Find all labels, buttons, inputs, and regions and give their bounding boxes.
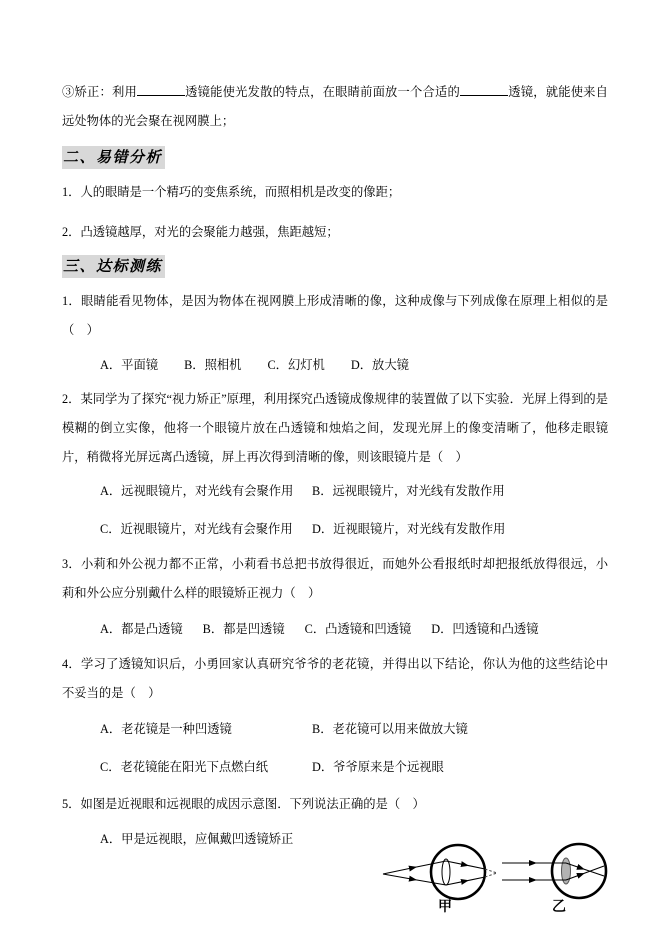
q3-option-c: C．凸透镜和凹透镜 [304,622,412,636]
question-1-stem: 1．眼睛能看见物体，是因为物体在视网膜上形成清晰的像，这种成像与下列成像在原理上相似的是（ ） [62,294,608,337]
light-ray [383,874,446,885]
fill-in-blank-2 [460,83,508,96]
question-3-stem: 3．小莉和外公视力都不正常，小莉看书总把书放得很近，而她外公看报纸时却把报纸放得很远，小莉和外公应分别戴什么样的眼镜矫正视力（ ） [62,557,608,600]
dashed-ray-extension [485,869,497,873]
section-practice-test [62,255,608,278]
light-ray [446,877,485,885]
q4-option-d: D．爷爷原来是个远视眼 [312,760,444,774]
light-ray [566,863,604,876]
section-error-analysis [62,146,608,169]
q4-option-c: C．老花镜能在阳光下点燃白纸 [100,760,269,774]
question-5-stem: 5．如图是近视眼和远视眼的成因示意图．下列说法正确的是（ ） [62,797,425,811]
q1-option-b: B．照相机 [184,358,242,372]
intro-text-2: 透镜能使光发散的特点，在眼睛前面放一个合适的 [184,85,461,99]
question-1-options [100,351,608,380]
question-2-stem: 2．某同学为了探究“视力矫正”原理，利用探究凸透镜成像规律的装置做了以下实验．光屏上得到的是模糊的倒立实像，他将一个眼镜片放在凸透镜和烛焰之间，发现光屏上的像变清晰了，他移走眼镜片，稍微将光屏远离凸透镜，屏上再次得到清晰的像，则该眼镜片是（ ） [62,392,608,464]
q4-option-b: B．老花镜可以用来做放大镜 [312,722,468,736]
q1-option-c: C．幻灯机 [267,358,325,372]
question-3-options [100,615,608,644]
light-ray [566,866,604,880]
figure-label-yi: 乙 [552,900,566,915]
question-4-stem: 4．学习了透镜知识后，小勇回家认真研究爷爷的老花镜，并得出以下结论，你认为他的这些结论中不妥当的是（ ） [62,657,608,700]
q3-option-a: A．都是凸透镜 [100,622,183,636]
section-heading-practice-test: 三、达标测练 [62,255,165,278]
eyeball-yi [552,844,606,898]
section-heading-error-analysis: 二、易错分析 [62,146,165,169]
eye-yi-diagram [502,844,606,915]
correction-intro-paragraph [62,78,608,136]
error-item-1: 1．人的眼睛是一个精巧的变焦系统，而照相机是改变的像距； [62,185,401,199]
q2-option-c: C．近视眼镜片，对光线有会聚作用 [100,522,293,536]
light-ray [383,861,446,874]
q5-option-a: A．甲是远视眼，应佩戴凹透镜矫正 [100,832,294,846]
q2-option-a: A．远视眼镜片，对光线有会聚作用 [100,484,294,498]
eye-diagram-figure [376,838,660,920]
dashed-ray-extension [485,873,497,877]
eye-lens-jia [442,859,450,885]
document-content [62,78,608,854]
q2-option-b: B．远视眼镜片，对光线有发散作用 [312,484,505,498]
intro-text-1: ③矫正：利用 [62,85,137,99]
q2-option-d: D．近视眼镜片，对光线有发散作用 [312,522,506,536]
intro-text-3: 透镜，就能使来自远处物体的光会聚在视网膜上； [62,85,608,128]
question-4-options [100,715,608,782]
eyeball-jia [431,845,485,899]
q3-option-b: B．都是凹透镜 [202,622,285,636]
eye-jia-diagram [383,845,497,915]
figure-label-jia: 甲 [438,900,452,915]
fill-in-blank-1 [137,83,185,96]
q1-option-d: D．放大镜 [350,358,409,372]
question-2-options [100,477,608,544]
q4-option-a: A．老花镜是一种凹透镜 [100,722,232,736]
error-item-2: 2．凸透镜越厚，对光的会聚能力越强，焦距越短； [62,225,339,239]
q3-option-d: D．凹透镜和凸透镜 [431,622,539,636]
q1-option-a: A．平面镜 [100,358,159,372]
light-ray [446,861,485,869]
